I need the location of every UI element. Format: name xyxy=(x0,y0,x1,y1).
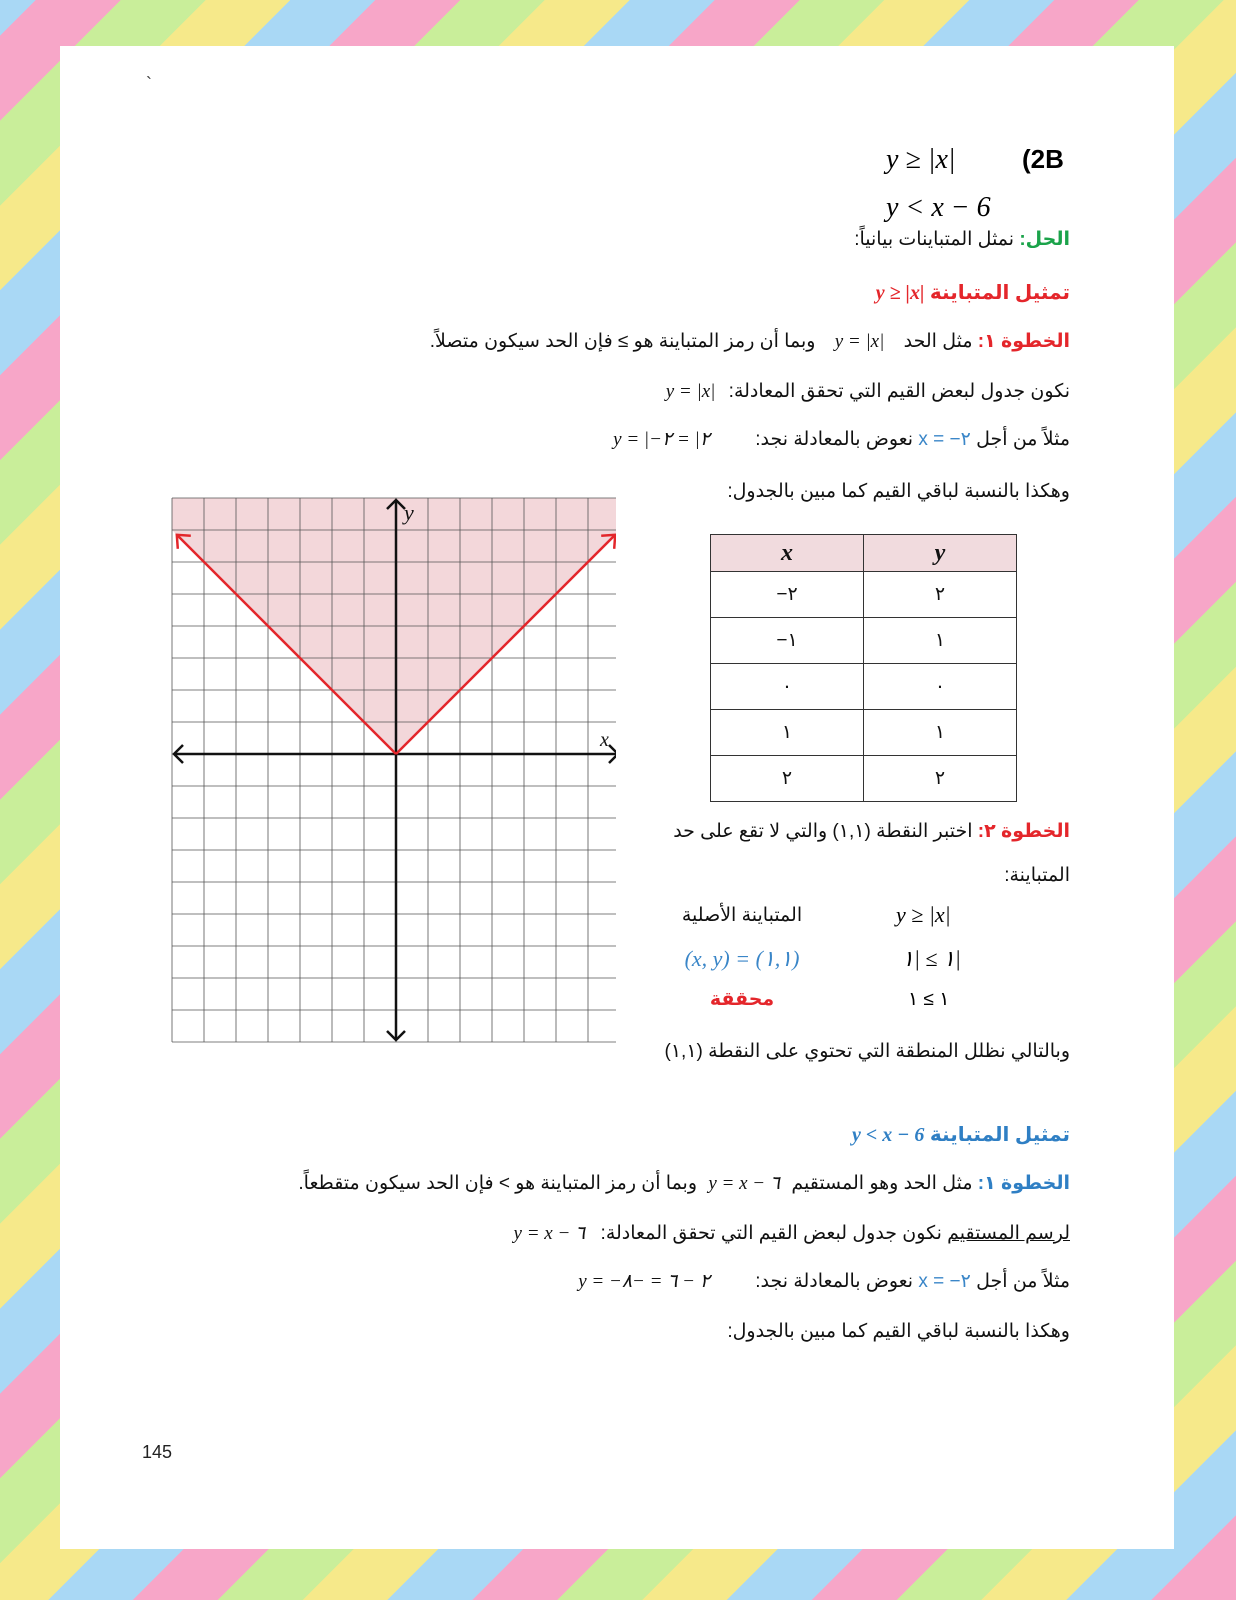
page-number: 145 xyxy=(142,1442,173,1462)
graph xyxy=(168,494,616,1063)
section1-step1-text-b: وبما أن رمز المتباينة هو ≥ فإن الحد سيكون متصلاً. xyxy=(429,331,816,352)
section1-step2-text2: المتباينة: xyxy=(1004,865,1070,886)
table-row xyxy=(711,664,1017,710)
values-table-wrap xyxy=(710,534,1017,802)
table-row xyxy=(711,756,1017,802)
table-cell-x: ٢ xyxy=(711,756,864,802)
section2-draw xyxy=(514,1222,1070,1245)
table-cell-x: −١ xyxy=(711,618,864,664)
section1-heading-text: تمثيل المتباينة xyxy=(929,282,1070,304)
solution-line xyxy=(854,228,1070,251)
section2-draw-text-a: لرسم المستقيم xyxy=(947,1223,1070,1244)
table-row xyxy=(711,710,1017,756)
section1-table-intro-text: نكون جدول لبعض القيم التي تحقق المعادلة: xyxy=(728,381,1070,402)
problem-ineq-1: y ≥ |x| xyxy=(886,144,956,175)
table-cell-x: ٠ xyxy=(711,664,864,710)
table-row xyxy=(711,572,1017,618)
y-axis-label: y xyxy=(404,500,414,525)
solution-text: نمثل المتباينات بيانياً: xyxy=(854,229,1015,250)
check-left-1: المتباينة الأصلية xyxy=(681,905,803,926)
check-right-2: ١ ≥ |١| xyxy=(902,946,961,971)
section1-heading xyxy=(876,280,1070,305)
section2-example-result: y = −٢ − ٦ = −٨ xyxy=(578,1271,710,1292)
section1-example-text: مثلاً من أجل xyxy=(976,429,1070,450)
section1-heading-math: y ≥ |x| xyxy=(875,282,925,304)
section1-table-intro-math: y = |x| xyxy=(665,381,716,402)
table-row xyxy=(711,618,1017,664)
check-right-1: y ≥ |x| xyxy=(896,902,951,927)
section1-example-x: x = −٢ xyxy=(918,429,971,450)
section2-step1-text-a: مثل الحد وهو المستقيم xyxy=(791,1173,973,1194)
section2-example xyxy=(578,1270,1070,1293)
problem-ineq-2: y < x − 6 xyxy=(886,192,991,223)
check-left-2: (x, y) = (١,١) xyxy=(684,946,800,971)
values-table-header-y: y xyxy=(864,535,1017,572)
section2-example-x: x = −٢ xyxy=(918,1271,971,1292)
section2-heading-text: تمثيل المتباينة xyxy=(929,1124,1070,1146)
values-table-header xyxy=(711,535,1017,572)
table-cell-y: ٢ xyxy=(864,756,1017,802)
table-cell-y: ١ xyxy=(864,618,1017,664)
section1-rest-text: وهكذا بالنسبة لباقي القيم كما مبين بالجدول: xyxy=(727,481,1070,502)
section2-heading-math: y < x − 6 xyxy=(851,1124,925,1146)
section2-heading xyxy=(852,1122,1070,1147)
section1-step2-label: الخطوة ٢: xyxy=(977,821,1070,842)
table-cell-y: ١ xyxy=(864,710,1017,756)
page xyxy=(60,46,1174,1549)
solution-label: الحل: xyxy=(1019,229,1070,250)
values-table-header-x: x xyxy=(711,535,864,572)
section2-step1-label: الخطوة ١: xyxy=(977,1173,1070,1194)
section2-step1-math: y = x − ٦ xyxy=(708,1173,781,1194)
section1-step1 xyxy=(430,330,1070,353)
graph-svg xyxy=(168,494,616,1058)
problem-label: (2B xyxy=(1022,144,1064,174)
section2-example-sub: نعوض بالمعادلة نجد: xyxy=(755,1271,914,1292)
table-cell-x: ١ xyxy=(711,710,864,756)
section2-draw-math: y = x − ٦ xyxy=(513,1223,586,1244)
section2-step1 xyxy=(298,1172,1070,1195)
values-table xyxy=(710,534,1017,802)
section1-example xyxy=(613,428,1070,451)
section1-step2 xyxy=(673,820,1070,843)
check-right-3: ١ ≥ ١ xyxy=(908,989,950,1010)
section1-step1-math: y = |x| xyxy=(834,331,885,352)
section1-example-result: y = |−٢| = ٢ xyxy=(613,429,710,450)
table-cell-x: −٢ xyxy=(711,572,864,618)
section1-step1-label: الخطوة ١: xyxy=(977,331,1070,352)
section2-rest-text: وهكذا بالنسبة لباقي القيم كما مبين بالجدول: xyxy=(727,1321,1070,1342)
section2-step1-text-b: وبما أن رمز المتباينة هو > فإن الحد سيكون متقطعاً. xyxy=(298,1173,698,1194)
table-cell-y: ٢ xyxy=(864,572,1017,618)
section1-example-sub: نعوض بالمعادلة نجد: xyxy=(755,429,914,450)
section2-example-text: مثلاً من أجل xyxy=(976,1271,1070,1292)
x-axis-label: x xyxy=(600,729,609,751)
table-cell-y: ٠ xyxy=(864,664,1017,710)
section1-step1-text-a: مثل الحد xyxy=(903,331,973,352)
section1-table-intro xyxy=(666,380,1070,403)
section1-shade-text: وبالتالي نظلل المنطقة التي تحتوي على النقطة (١,١) xyxy=(664,1041,1070,1062)
section1-step2-text: اختبر النقطة (١,١) والتي لا تقع على حد xyxy=(673,821,973,842)
section2-draw-text-b: نكون جدول لبعض القيم التي تحقق المعادلة: xyxy=(600,1223,942,1244)
tick-mark: ` xyxy=(146,74,152,94)
check-left-3: محققة xyxy=(709,989,775,1010)
